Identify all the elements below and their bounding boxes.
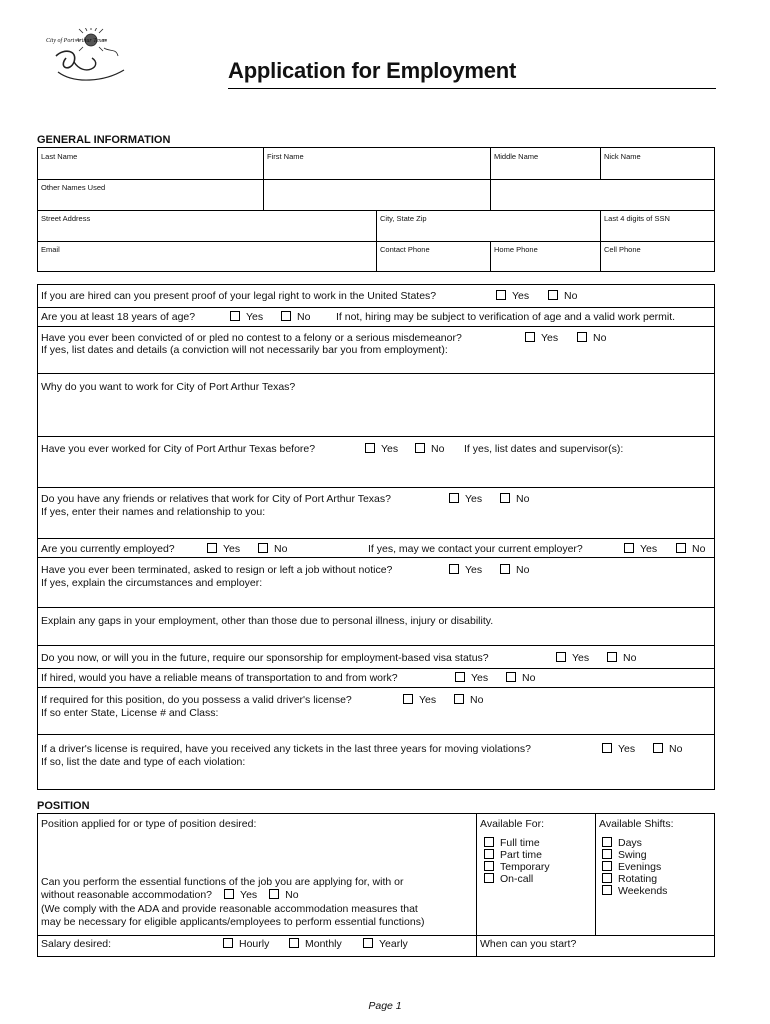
pay-label: Yearly (379, 938, 408, 950)
friends-question: Do you have any friends or relatives that work for City of Port Arthur Texas? (41, 493, 391, 505)
available-shifts-label: Available Shifts: (599, 818, 674, 830)
legal-right-question: If you are hired can you present proof of your legal right to work in the United States? (41, 290, 437, 302)
page-number: Page 1 (368, 1000, 402, 1012)
pay-label: Hourly (239, 938, 270, 950)
checkbox-icon[interactable] (289, 938, 299, 948)
ada-note-line2: may be necessary for eligible applicants/employees to perform essential functions) (41, 916, 425, 928)
position-applied-field[interactable]: Position applied for or type of position desired: (41, 818, 257, 830)
checkbox-icon[interactable] (454, 694, 464, 704)
available-for-label: Temporary (500, 861, 550, 873)
license-no[interactable] (454, 694, 483, 707)
terminated-question: Have you ever been terminated, asked to resign or left a job without notice? (41, 564, 393, 576)
yes-label: Yes (618, 743, 636, 755)
yes-label: Yes (471, 672, 489, 684)
no-label: No (669, 743, 683, 755)
contact-employer-question: If yes, may we contact your current employer? (368, 543, 583, 555)
tickets-detail[interactable]: If so, list the date and type of each violation: (41, 756, 246, 768)
checkbox-icon[interactable] (363, 938, 373, 948)
no-label: No (692, 543, 706, 555)
employed-no[interactable] (258, 543, 287, 556)
transport-question: If hired, would you have a reliable means of transportation to and from work? (41, 672, 398, 684)
checkbox-icon[interactable] (403, 694, 413, 704)
convicted-no[interactable] (577, 332, 606, 345)
worked-before-yes[interactable] (365, 443, 398, 456)
shift-weekends[interactable] (602, 885, 667, 898)
available-for-label: Part time (500, 849, 543, 861)
convicted-yes[interactable] (525, 332, 558, 345)
available-for-label: Available For: (480, 818, 545, 830)
age18-note: If not, hiring may be subject to verification of age and a valid work permit. (336, 311, 676, 323)
essential-functions-line1: Can you perform the essential functions of the job you are applying for, with or (41, 876, 404, 888)
worked-before-no[interactable] (415, 443, 444, 456)
contact-phone-field[interactable]: Contact Phone (380, 245, 430, 254)
checkbox-icon[interactable] (602, 885, 612, 895)
checkbox-icon[interactable] (500, 564, 510, 574)
employed-yes[interactable] (207, 543, 240, 556)
transport-no[interactable] (506, 672, 535, 685)
checkbox-icon[interactable] (230, 311, 240, 321)
yes-label: Yes (419, 694, 437, 706)
worked-before-detail[interactable]: If yes, list dates and supervisor(s): (464, 443, 624, 455)
checkbox-icon[interactable] (602, 849, 612, 859)
sponsorship-yes[interactable] (556, 652, 589, 665)
yes-label: Yes (240, 889, 258, 901)
checkbox-icon[interactable] (415, 443, 425, 453)
essential-functions-line2 (41, 889, 299, 902)
tickets-yes[interactable] (602, 743, 635, 756)
general-info-heading: GENERAL INFORMATION (37, 134, 171, 146)
checkbox-icon[interactable] (577, 332, 587, 342)
checkbox-icon[interactable] (496, 290, 506, 300)
age18-no[interactable] (281, 311, 310, 324)
yes-label: Yes (512, 290, 530, 302)
checkbox-icon[interactable] (223, 938, 233, 948)
employed-question: Are you currently employed? (41, 543, 175, 555)
position-heading: POSITION (37, 800, 90, 812)
no-label: No (274, 543, 288, 555)
essential-yes-checkbox-icon[interactable] (224, 889, 234, 899)
checkbox-icon[interactable] (602, 861, 612, 871)
contact-employer-no[interactable] (676, 543, 705, 556)
checkbox-icon[interactable] (506, 672, 516, 682)
shift-label: Rotating (618, 873, 658, 885)
yes-label: Yes (541, 332, 559, 344)
checkbox-icon[interactable] (602, 743, 612, 753)
available-for-label: On-call (500, 873, 534, 885)
license-detail[interactable]: If so enter State, License # and Class: (41, 707, 219, 719)
gaps-question[interactable]: Explain any gaps in your employment, other than those due to personal illness, injury or disability. (41, 615, 494, 627)
no-label: No (522, 672, 536, 684)
checkbox-icon[interactable] (676, 543, 686, 553)
why-question[interactable]: Why do you want to work for City of Port Arthur Texas? (41, 381, 296, 393)
checkbox-icon[interactable] (548, 290, 558, 300)
terminated-no[interactable] (500, 564, 529, 577)
checkbox-icon[interactable] (484, 861, 494, 871)
last-name-field[interactable]: Last Name (41, 152, 78, 161)
no-label: No (516, 564, 530, 576)
essential-no-checkbox-icon[interactable] (269, 889, 279, 899)
transport-yes[interactable] (455, 672, 488, 685)
age18-yes[interactable] (230, 311, 263, 324)
checkbox-icon[interactable] (281, 311, 291, 321)
page-title: Application for Employment (228, 58, 517, 83)
city-logo (44, 28, 144, 90)
no-label: No (593, 332, 607, 344)
title-underline (228, 88, 716, 89)
friends-no[interactable] (500, 493, 529, 506)
age18-question: Are you at least 18 years of age? (41, 311, 196, 323)
convicted-detail[interactable]: If yes, list dates and details (a conviction will not necessarily bar you from employment): (41, 344, 448, 356)
yes-label: Yes (381, 443, 399, 455)
sponsorship-no[interactable] (607, 652, 636, 665)
shift-label: Evenings (618, 861, 662, 873)
ada-note-line1: (We comply with the ADA and provide reasonable accommodation measures that (41, 903, 418, 915)
first-name-field[interactable]: First Name (267, 152, 304, 161)
logo-city-text: City of Port Arthur Texas (46, 38, 107, 44)
yes-label: Yes (572, 652, 590, 664)
checkbox-icon[interactable] (484, 849, 494, 859)
terminated-yes[interactable] (449, 564, 482, 577)
checkbox-icon[interactable] (500, 493, 510, 503)
checkbox-icon[interactable] (484, 837, 494, 847)
pay-label: Monthly (305, 938, 342, 950)
tickets-question: If a driver's license is required, have you received any tickets in the last three years for moving violations? (41, 743, 531, 755)
no-label: No (285, 889, 299, 901)
available-for-label: Full time (500, 837, 540, 849)
street-address-field[interactable]: Street Address (41, 214, 91, 223)
other-names-field[interactable]: Other Names Used (41, 183, 106, 192)
city-state-zip-field[interactable]: City, State Zip (380, 214, 427, 223)
checkbox-icon[interactable] (602, 873, 612, 883)
terminated-detail[interactable]: If yes, explain the circumstances and employer: (41, 577, 263, 589)
middle-name-field[interactable]: Middle Name (494, 152, 539, 161)
no-label: No (564, 290, 578, 302)
checkbox-icon[interactable] (525, 332, 535, 342)
pay-hourly[interactable] (223, 938, 269, 951)
yes-label: Yes (640, 543, 658, 555)
start-date-field[interactable]: When can you start? (480, 938, 577, 950)
checkbox-icon[interactable] (653, 743, 663, 753)
checkbox-icon[interactable] (556, 652, 566, 662)
home-phone-field[interactable]: Home Phone (494, 245, 538, 254)
checkbox-icon[interactable] (624, 543, 634, 553)
email-field[interactable]: Email (41, 245, 60, 254)
checkbox-icon[interactable] (602, 837, 612, 847)
yes-label: Yes (465, 564, 483, 576)
salary-desired-field[interactable]: Salary desired: (41, 938, 112, 950)
no-label: No (516, 493, 530, 505)
checkbox-icon[interactable] (207, 543, 217, 553)
available-for-on-call[interactable] (484, 873, 533, 886)
nick-name-field[interactable]: Nick Name (604, 152, 641, 161)
legal-right-yes[interactable] (496, 290, 529, 303)
yes-label: Yes (465, 493, 483, 505)
legal-right-no[interactable] (548, 290, 577, 303)
no-label: No (297, 311, 311, 323)
sponsorship-question: Do you now, or will you in the future, require our sponsorship for employment-based visa status? (41, 652, 489, 664)
no-label: No (431, 443, 445, 455)
worked-before-question: Have you ever worked for City of Port Arthur Texas before? (41, 443, 316, 455)
checkbox-icon[interactable] (365, 443, 375, 453)
shift-label: Swing (618, 849, 647, 861)
shift-label: Days (618, 837, 642, 849)
cell-phone-field[interactable]: Cell Phone (604, 245, 641, 254)
shift-label: Weekends (618, 885, 668, 897)
pay-monthly[interactable] (289, 938, 342, 951)
no-label: No (470, 694, 484, 706)
ssn-last4-field[interactable]: Last 4 digits of SSN (604, 214, 670, 223)
friends-detail[interactable]: If yes, enter their names and relationship to you: (41, 506, 266, 518)
convicted-question: Have you ever been convicted of or pled no contest to a felony or a serious misdemeanor? (41, 332, 462, 344)
checkbox-icon[interactable] (449, 493, 459, 503)
contact-employer-yes[interactable] (624, 543, 657, 556)
checkbox-icon[interactable] (449, 564, 459, 574)
tickets-no[interactable] (653, 743, 682, 756)
checkbox-icon[interactable] (484, 873, 494, 883)
license-question: If required for this position, do you possess a valid driver's license? (41, 694, 352, 706)
checkbox-icon[interactable] (258, 543, 268, 553)
essential-question: without reasonable accommodation? (41, 889, 213, 901)
license-yes[interactable] (403, 694, 436, 707)
yes-label: Yes (223, 543, 241, 555)
checkbox-icon[interactable] (455, 672, 465, 682)
no-label: No (623, 652, 637, 664)
yes-label: Yes (246, 311, 264, 323)
friends-yes[interactable] (449, 493, 482, 506)
checkbox-icon[interactable] (607, 652, 617, 662)
pay-yearly[interactable] (363, 938, 408, 951)
